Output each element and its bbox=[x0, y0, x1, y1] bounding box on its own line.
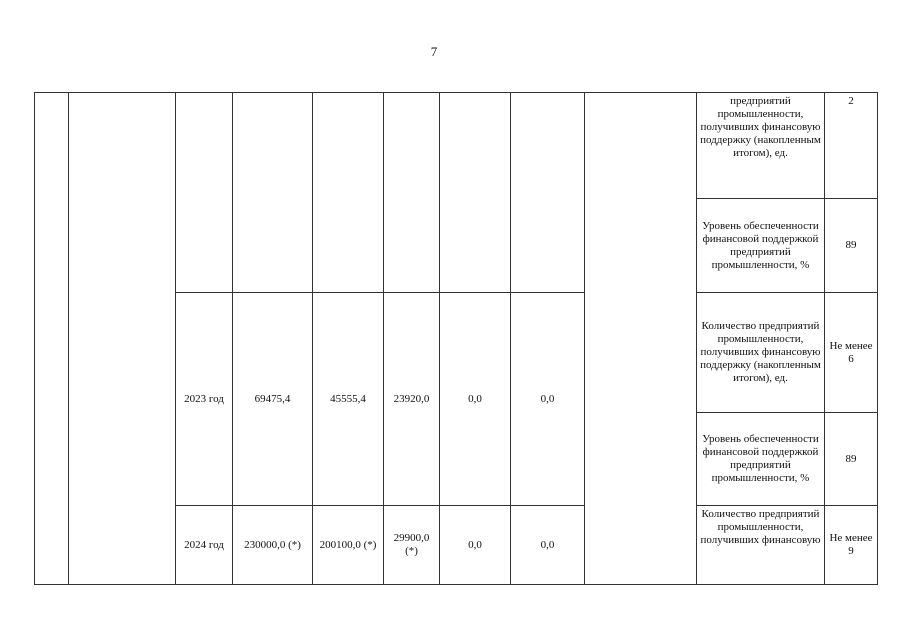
cell-indicator-value: Не менее 9 bbox=[825, 506, 878, 585]
cell-index bbox=[35, 93, 69, 585]
cell-indicator-value: 2 bbox=[825, 93, 878, 199]
cell-indicator-value: Не менее 6 bbox=[825, 293, 878, 413]
cell-indicator: Количество предприятий промышленности, получивших финансовую bbox=[697, 506, 825, 585]
cell-program-name bbox=[69, 93, 176, 585]
cell-total-empty bbox=[233, 93, 313, 293]
cell-col5: 0,0 bbox=[511, 506, 585, 585]
cell-col3: 23920,0 bbox=[384, 293, 440, 506]
cell-indicator-value: 89 bbox=[825, 199, 878, 293]
cell-year-empty bbox=[176, 93, 233, 293]
page-number: 7 bbox=[430, 44, 438, 59]
cell-col3: 29900,0 (*) bbox=[384, 506, 440, 585]
cell-col2: 45555,4 bbox=[313, 293, 384, 506]
cell-col5-empty bbox=[511, 93, 585, 293]
program-table bbox=[34, 92, 878, 585]
cell-col5: 0,0 bbox=[511, 293, 585, 506]
cell-total: 230000,0 (*) bbox=[233, 506, 313, 585]
cell-indicator: Количество предприятий промышленности, получивших финансовую поддержку (накопленным итогом), ед. bbox=[697, 293, 825, 413]
cell-indicator: Уровень обеспеченности финансовой поддержкой предприятий промышленности, % bbox=[697, 413, 825, 506]
cell-indicator-value: 89 bbox=[825, 413, 878, 506]
cell-col3-empty bbox=[384, 93, 440, 293]
cell-col4: 0,0 bbox=[440, 293, 511, 506]
cell-col4: 0,0 bbox=[440, 506, 511, 585]
table-row bbox=[35, 93, 878, 199]
cell-indicator: Уровень обеспеченности финансовой поддержкой предприятий промышленности, % bbox=[697, 199, 825, 293]
cell-year: 2024 год bbox=[176, 506, 233, 585]
cell-col2: 200100,0 (*) bbox=[313, 506, 384, 585]
cell-indicator: предприятий промышленности, получивших финансовую поддержку (накопленным итогом), ед. bbox=[697, 93, 825, 199]
cell-col2-empty bbox=[313, 93, 384, 293]
cell-col4-empty bbox=[440, 93, 511, 293]
cell-total: 69475,4 bbox=[233, 293, 313, 506]
cell-year: 2023 год bbox=[176, 293, 233, 506]
cell-executor bbox=[585, 93, 697, 585]
